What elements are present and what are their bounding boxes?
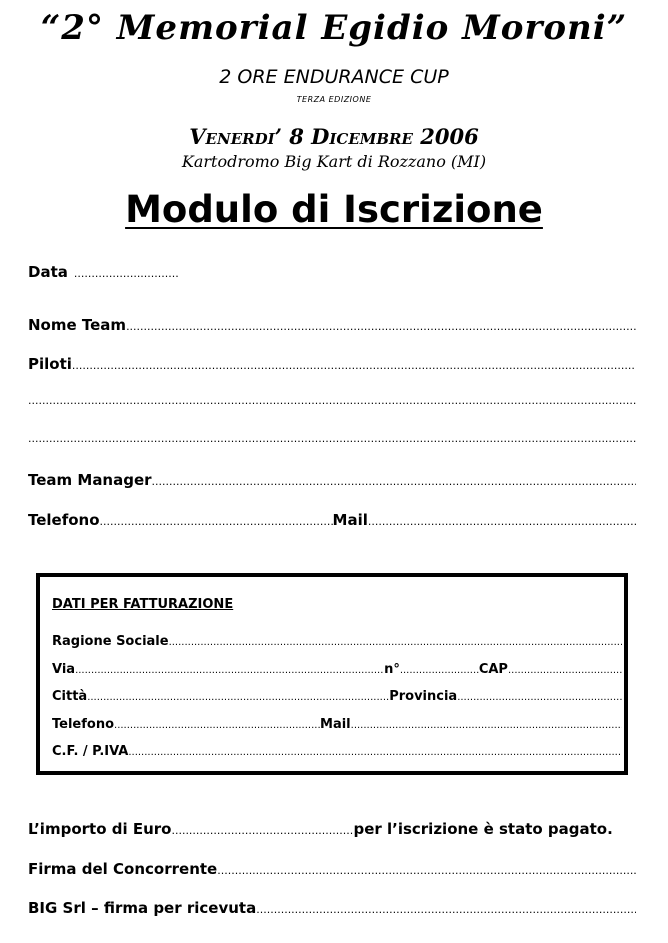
importo-suffix: per l’iscrizione è stato pagato. bbox=[353, 820, 613, 838]
field-piloti-dots-2 bbox=[28, 394, 636, 407]
field-piloti-line-3 bbox=[28, 432, 636, 445]
field-team-manager-label: Team Manager bbox=[28, 471, 152, 489]
billing-box bbox=[36, 573, 628, 775]
billing-title: DATI PER FATTURAZIONE bbox=[52, 597, 234, 612]
field-piloti bbox=[28, 355, 636, 373]
field-piloti-line-2 bbox=[28, 394, 636, 407]
billing-telefono-label: Telefono bbox=[52, 717, 115, 732]
billing-telefono-dots bbox=[114, 720, 320, 731]
billing-citta-label: Città bbox=[52, 689, 88, 704]
field-data-dots: .............................. bbox=[73, 267, 179, 280]
firma-row bbox=[28, 860, 636, 878]
event-title: “2° Memorial Egidio Moroni” bbox=[40, 8, 628, 48]
billing-cap-dots bbox=[508, 665, 622, 676]
ricevuta-row bbox=[28, 899, 636, 917]
billing-mail-dots bbox=[351, 720, 622, 731]
ricevuta-dots bbox=[256, 903, 636, 916]
billing-numero-dots bbox=[400, 665, 479, 676]
importo-row bbox=[28, 820, 636, 838]
firma-dots bbox=[217, 864, 636, 877]
importo-dots bbox=[171, 824, 353, 837]
field-telefono-label: Telefono bbox=[28, 511, 100, 529]
event-subtitle: 2 ORE ENDURANCE CUP bbox=[219, 66, 449, 88]
billing-cf-dots bbox=[128, 747, 622, 758]
billing-telefono-row bbox=[52, 717, 622, 732]
firma-label: Firma del Concorrente bbox=[28, 860, 218, 878]
field-telefono-mail bbox=[28, 511, 636, 529]
billing-via-row bbox=[52, 662, 622, 677]
field-piloti-dots-3 bbox=[28, 432, 636, 445]
billing-numero-label: n° bbox=[384, 662, 400, 677]
field-nome-team bbox=[28, 316, 636, 334]
billing-ragione-sociale bbox=[52, 634, 622, 649]
billing-cf-row bbox=[52, 744, 622, 759]
billing-mail-label: Mail bbox=[320, 717, 351, 732]
billing-citta-row bbox=[52, 689, 622, 704]
billing-via-dots bbox=[75, 665, 384, 676]
field-piloti-label: Piloti bbox=[28, 355, 72, 373]
field-nome-team-dots bbox=[126, 320, 636, 333]
field-team-manager bbox=[28, 471, 636, 489]
form-title: Modulo di Iscrizione bbox=[125, 188, 543, 231]
billing-ragione-sociale-dots bbox=[169, 637, 622, 648]
billing-citta-dots bbox=[87, 692, 389, 703]
ricevuta-label: BIG Srl – firma per ricevuta bbox=[28, 899, 257, 917]
field-mail-label: Mail bbox=[332, 511, 368, 529]
edition-label: TERZA EDIZIONE bbox=[296, 95, 372, 104]
billing-provincia-dots bbox=[457, 692, 622, 703]
field-piloti-dots bbox=[72, 359, 636, 372]
field-telefono-dots bbox=[100, 515, 333, 528]
field-nome-team-label: Nome Team bbox=[28, 316, 127, 334]
field-team-manager-dots bbox=[152, 475, 636, 488]
importo-label: L’importo di Euro bbox=[28, 820, 172, 838]
event-venue: Kartodromo Big Kart di Rozzano (MI) bbox=[181, 152, 487, 171]
billing-provincia-label: Provincia bbox=[389, 689, 458, 704]
event-date: Venerdi’ 8 Dicembre 2006 bbox=[189, 124, 479, 149]
field-data bbox=[28, 263, 636, 281]
field-data-label: Data bbox=[28, 263, 68, 281]
billing-cf-label: C.F. / P.IVA bbox=[52, 744, 129, 759]
billing-cap-label: CAP bbox=[478, 662, 508, 677]
field-mail-dots bbox=[368, 515, 636, 528]
billing-ragione-sociale-label: Ragione Sociale bbox=[52, 634, 169, 649]
billing-via-label: Via bbox=[52, 662, 76, 677]
